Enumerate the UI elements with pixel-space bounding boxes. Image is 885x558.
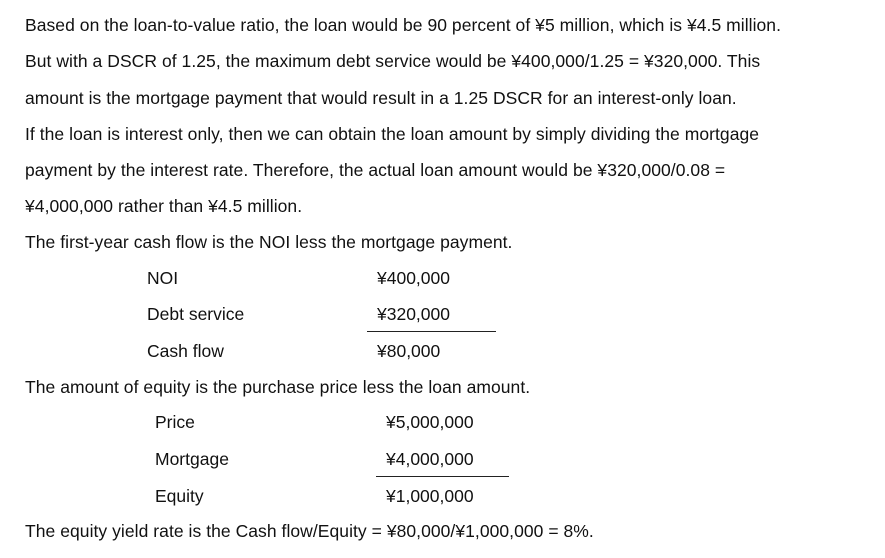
paragraph-actual-loan: payment by the interest rate. Therefore, the actual loan amount would be ¥320,000/0.08 = xyxy=(25,160,726,180)
paragraph-interest-only: If the loan is interest only, then we can obtain the loan amount by simply dividing the mortgage xyxy=(25,124,760,144)
table-row-value: ¥4,000,000 xyxy=(386,449,474,469)
table-row-label: Debt service xyxy=(147,304,245,324)
table-row-value: ¥320,000 xyxy=(377,304,450,324)
paragraph-mortgage-payment: amount is the mortgage payment that would result in a 1.25 DSCR for an interest-only loan. xyxy=(25,88,737,108)
paragraph-equity-intro: The amount of equity is the purchase price less the loan amount. xyxy=(25,377,531,397)
table-row-label: Cash flow xyxy=(147,341,224,361)
paragraph-ltv-loan: Based on the loan-to-value ratio, the loan would be 90 percent of ¥5 million, which is ¥4.5 million. xyxy=(25,15,781,35)
paragraph-equity-yield: The equity yield rate is the Cash flow/Equity = ¥80,000/¥1,000,000 = 8%. xyxy=(25,521,594,541)
table-row-value: ¥80,000 xyxy=(377,341,441,361)
subtotal-rule xyxy=(376,476,509,477)
subtotal-rule xyxy=(367,331,496,332)
table-row-label: Price xyxy=(155,412,195,432)
table-row-label: Mortgage xyxy=(155,449,229,469)
table-row-value: ¥5,000,000 xyxy=(386,412,474,432)
paragraph-loan-amount-result: ¥4,000,000 rather than ¥4.5 million. xyxy=(25,196,303,216)
table-row-value: ¥400,000 xyxy=(377,268,450,288)
table-row-label: NOI xyxy=(147,268,179,288)
table-row-value: ¥1,000,000 xyxy=(386,486,474,506)
table-row-label: Equity xyxy=(155,486,204,506)
paragraph-cash-flow-intro: The first-year cash flow is the NOI less the mortgage payment. xyxy=(25,232,513,252)
paragraph-dscr-max-debt: But with a DSCR of 1.25, the maximum debt service would be ¥400,000/1.25 = ¥320,000. This xyxy=(25,51,761,71)
